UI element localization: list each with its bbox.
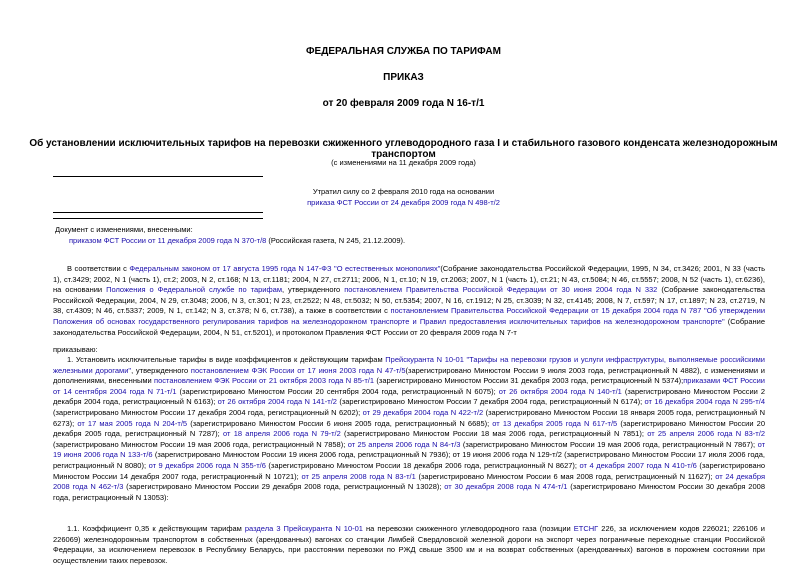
resolution-link[interactable]: постановлением ФЭК России от 21 октября 2003 года N 85-т/1: [154, 376, 375, 386]
text-run: (зарегистрировано Минюстом России 18 января 2005 года, регистрационный N 6273);: [53, 407, 766, 428]
paragraph-item-1-1: [53, 524, 765, 566]
order-link[interactable]: от 9 декабря 2006 года N 355-т/6: [148, 460, 266, 470]
etsng-link[interactable]: ЕТСНГ: [573, 524, 599, 533]
text-run: (зарегистрировано Минюстом России 2 декабря 2004 года, регистрационный N 6163);: [53, 386, 765, 407]
text-run: В соответствии с: [67, 264, 130, 273]
order-link[interactable]: приказами ФСТ России от 14 сентября 2004 года N 71-т/1: [53, 376, 765, 396]
text-run: (зарегистрировано Минюстом России 6 июня 2005 года, регистрационный N 6685);: [187, 418, 493, 428]
changes-link[interactable]: приказом ФСТ России от 11 декабря 2009 года N 370-т/8: [69, 236, 267, 245]
document-title: Об установлении исключительных тарифов на перевозки сжиженного углеводородного газа I и стабильного газового конденсата железнодорожным транспортом: [29, 138, 778, 160]
paragraph-basis: [53, 264, 765, 338]
text-run: (зарегистрировано Минюстом России 18 мая 2006 года, регистрационный N 7851);: [340, 429, 648, 439]
order-link[interactable]: от 19 июня 2006 года N 133-т/6: [53, 439, 766, 460]
price-list-link[interactable]: Прейскуранта N 10-01 "Тарифы на перевозки грузов и услуги инфраструктуры, выполняемые российскими железными дорогами": [53, 355, 765, 375]
order-link[interactable]: от 16 декабря 2004 года N 295-т/4: [644, 397, 765, 407]
price-list-section-link[interactable]: раздела 3 Прейскуранта N 10-01: [244, 524, 363, 533]
resolution-link[interactable]: постановлением Правительства Российской Федерации от 30 июня 2004 года N 332: [344, 285, 658, 295]
paragraph-item-1: [53, 355, 765, 503]
order-link[interactable]: от 30 декабря 2008 года N 474-т/1: [444, 482, 568, 492]
lost-force-text: Утратил силу со 2 февраля 2010 года на основании: [312, 187, 495, 196]
changes-source: (Российская газета, N 245, 21.12.2009).: [266, 236, 406, 245]
text-run: 226, за исключением кодов 226021; 226106 и 226069) железнодорожным транспортом в собственных (арендованных) вагонах со станции Лимбей Свердловской железной дороги на экспорт через пограничные переходные станции Российской Федерации, за исключением перевозок в Республику Беларусь, при расстоянии перевозки по РЖД свыше 3500 км и на возврат собственных (арендованных) вагонов в порожнем состоянии при осуществлении таких перевозок.: [53, 524, 765, 565]
amendments-note: (с изменениями на 11 декабря 2009 года): [331, 158, 476, 167]
divider: [53, 218, 263, 219]
text-run: (зарегистрировано Минюстом России 20 декабря 2005 года, регистрационный N 7287);: [53, 418, 765, 439]
text-run: (зарегистрировано Минюстом России 18 декабря 2006 года, регистрационный N 8627);: [265, 460, 580, 470]
text-run: (зарегистрировано Минюстом России 19 июня 2006 года, регистрационный N 7936); от 19 июня 2006 года N 129-т/2 (зарегистрировано Минюстом России 17 июля 2006 года, регистрационный N 8080);: [53, 450, 765, 470]
text-run: (зарегистрировано Минюстом России 29 декабря 2008 года, регистрационный N 13028);: [123, 482, 445, 492]
text-run: (Собрание законодательства Российской Федерации, 2004, N 29, ст.3048; 2006, N 3, ст.301; N 23, ст.2522; N 48, ст.5032; N 50, ст.5354; 2007, N 16, ст.1912; N 25, ст.3039; N 32, ст.4145; 2008, N 7, ст.597; N 17, ст.1897; N 23, ст.2719, N 38, ст.4309; N 46, ст.5337; 2009, N 1, ст.142; N 3, ст.378; N 6, ст.738), а также в соответствии с: [53, 285, 765, 316]
order-link[interactable]: от 18 апреля 2006 года N 79-т/2: [223, 429, 341, 439]
text-run: (Собрание законодательства Российской Федерации, 1995, N 34, ст.3426; 2001, N 33 (часть 1), ст.3429; 2002, N 1 (часть 1), ст.2; 2003, N 2, ст.168; N 13, ст.1181; 2004, N 27, ст.2711; 2006, N 1, ст.10; N 19, ст.2063; 2007, N 1 (часть 1), ст.21; N 43, ст.5084; N 46, ст.5557; 2008, N 52 (часть 1), ст.6236), на основании: [53, 264, 765, 295]
text-run: (зарегистрировано Минюстом России 9 июля 2003 года, регистрационный N 4882), с изменениями и дополнениями, внесенными: [53, 365, 765, 386]
order-link[interactable]: от 17 мая 2005 года N 204-т/5: [77, 418, 188, 428]
changes-block: [55, 224, 755, 246]
changes-label: Документ с изменениями, внесенными:: [55, 225, 193, 234]
resolution-link[interactable]: постановлением ФЭК России от 17 июня 2003 года N 47-т/5: [190, 365, 406, 375]
divider: [53, 176, 263, 177]
text-run: (зарегистрировано Минюстом России 7 декабря 2004 года, регистрационный N 6174);: [336, 397, 645, 407]
document-date-number: от 20 февраля 2009 года N 16-т/1: [322, 98, 485, 109]
order-link[interactable]: от 25 апреля 2006 года N 84-т/3: [347, 439, 461, 449]
law-link[interactable]: Федеральным законом от 17 августа 1995 года N 147-ФЗ "О естественных монополиях": [129, 264, 441, 273]
text-run: (зарегистрировано Минюстом России 19 мая 2006 года, регистрационный N 7867);: [460, 439, 758, 449]
divider: [53, 212, 263, 213]
order-link[interactable]: от 4 декабря 2007 года N 410-т/6: [579, 460, 697, 470]
text-run: (Собрание законодательства Российской Федерации, 2004, N 51, ст.5201), и протоколом Правления ФСТ России от 20 февраля 2009 года N 7-т: [53, 316, 765, 337]
resolution-link[interactable]: постановлением Правительства Российской Федерации от 15 декабря 2004 года N 787 "Об утверждении Положения об основах государственного регулирования тарифов на железнодорожном транспорте и Правил предоставления исключительных тарифов на железнодорожном транспорте": [53, 306, 766, 326]
order-link[interactable]: от 24 декабря 2008 года N 462-т/3: [53, 471, 766, 492]
text-run: (зарегистрировано Минюстом России 30 декабря 2008 года, регистрационный N 13053):: [53, 482, 765, 502]
lost-force-note: [0, 186, 807, 208]
order-word: приказываю:: [53, 345, 98, 354]
lost-force-link[interactable]: приказа ФСТ России от 24 декабря 2009 года N 498-т/2: [307, 198, 500, 207]
text-run: , утвержденного: [131, 365, 191, 375]
text-run: (зарегистрировано Минюстом России 6 мая 2008 года, регистрационный N 11627);: [415, 471, 716, 481]
order-link[interactable]: от 13 декабря 2005 года N 617-т/5: [492, 418, 618, 428]
text-run: , утвержденного: [282, 285, 345, 295]
text-run: (зарегистрировано Минюстом России 14 декабря 2007 года, регистрационный N 10721);: [53, 460, 766, 481]
text-run: 1. Установить исключительные тарифы в виде коэффициентов к действующим тарифам: [67, 355, 386, 364]
order-link[interactable]: от 26 октября 2004 года N 141-т/2: [217, 397, 337, 407]
text-run: на перевозки сжиженного углеводородного газа (позиции: [362, 524, 574, 533]
order-link[interactable]: от 29 декабря 2004 года N 422-т/2: [362, 407, 484, 417]
order-link[interactable]: от 26 октября 2004 года N 140-т/1: [498, 386, 622, 396]
text-run: (зарегистрировано Минюстом России 20 сентября 2004 года, регистрационный N 6075);: [176, 386, 499, 396]
text-run: 1.1. Коэффициент 0,35 к действующим тарифам: [67, 524, 245, 533]
order-link[interactable]: от 25 апреля 2008 года N 83-т/1: [301, 471, 416, 481]
order-link[interactable]: от 25 апреля 2006 года N 83-т/2: [647, 429, 765, 439]
organization-heading: ФЕДЕРАЛЬНАЯ СЛУЖБА ПО ТАРИФАМ: [306, 46, 501, 57]
regulation-link[interactable]: Положения о Федеральной службе по тарифам: [106, 285, 282, 295]
document-type: ПРИКАЗ: [383, 72, 424, 83]
text-run: (зарегистрировано Минюстом России 17 декабря 2004 года, регистрационный N 6202);: [53, 407, 363, 417]
text-run: (зарегистрировано Минюстом России 31 декабря 2003 года, регистрационный N 5374);: [374, 376, 684, 386]
text-run: (зарегистрировано Минюстом России 19 мая 2006 года, регистрационный N 7858);: [53, 439, 348, 449]
